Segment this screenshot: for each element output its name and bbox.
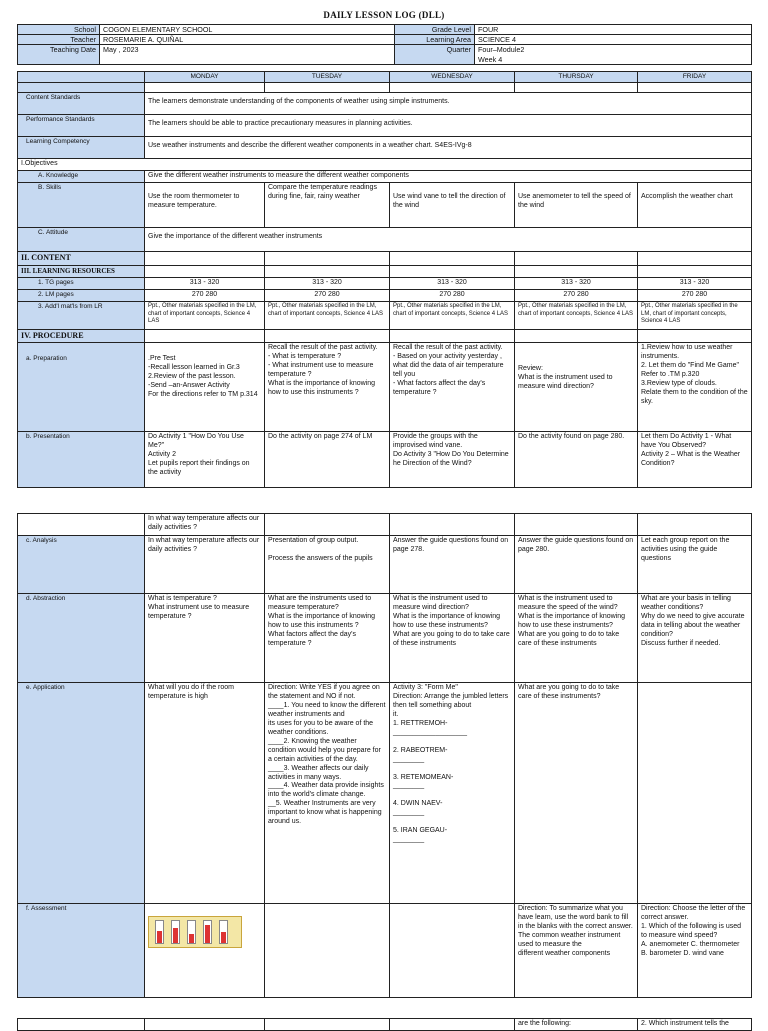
lm-wednesday: 270 280 — [390, 290, 515, 302]
content-standards-label: Content Standards — [18, 93, 145, 115]
application-wednesday: Activity 3: "Form Me" Direction: Arrange the jumbled letters then tell something about it. 1. RETTREMOH- ___________________ 2. RABEOTREM- ________ 3. RETEMOMEAN- ________ 4. DWIN NAEV- ________ 5. IRAN GEGAU- ________ — [390, 683, 515, 904]
analysis-top-monday: In what way temperature affects our daily activities ? — [145, 514, 265, 536]
lm-thursday: 270 280 — [515, 290, 638, 302]
addl-wednesday: Ppt., Other materials specified in the LM, chart of important concepts, Science 4 LAS — [390, 302, 515, 330]
quarter-value: Four–Module2 Week 4 — [475, 45, 752, 64]
resources-label: III. LEARNING RESOURCES — [18, 266, 145, 278]
preparation-thursday: Review: What is the instrument used to measure wind direction? — [515, 343, 638, 432]
date-value: May , 2023 — [100, 45, 395, 64]
presentation-label: b. Presentation — [18, 432, 145, 488]
day-wednesday: WEDNESDAY — [390, 72, 515, 83]
presentation-tuesday: Do the activity on page 274 of LM — [265, 432, 390, 488]
presentation-thursday: Do the activity found on page 280. — [515, 432, 638, 488]
addl-tuesday: Ppt., Other materials specified in the LM, chart of important concepts, Science 4 LAS — [265, 302, 390, 330]
date-label: Teaching Date — [18, 45, 100, 64]
preparation-label: a. Preparation — [18, 343, 145, 432]
abstraction-thursday: What is the instrument used to measure the speed of the wind? What is the importance of knowing how to use these instruments? What are you going to do to take care of these instruments — [515, 594, 638, 683]
grade-label: Grade Level — [395, 25, 475, 35]
analysis-friday: Let each group report on the activities using the guide questions — [638, 536, 752, 594]
lesson-table-page2 — [17, 513, 752, 998]
content-standards: The learners demonstrate understanding of the components of weather using simple instruments. — [145, 93, 752, 115]
day-tuesday: TUESDAY — [265, 72, 390, 83]
skills-label: B. Skills — [18, 183, 145, 228]
skill-tuesday: Compare the temperature readings during fine, fair, rainy weather — [265, 183, 390, 228]
analysis-thursday: Answer the guide questions found on page 280. — [515, 536, 638, 594]
area-value: SCIENCE 4 — [475, 35, 752, 45]
bottom-thursday: are the following: — [515, 1019, 638, 1031]
skill-wednesday: Use wind vane to tell the direction of the wind — [390, 183, 515, 228]
day-monday: MONDAY — [145, 72, 265, 83]
lm-friday: 270 280 — [638, 290, 752, 302]
area-label: Learning Area — [395, 35, 475, 45]
skill-monday: Use the room thermometer to measure temperature. — [145, 183, 265, 228]
quarter-label: Quarter — [395, 45, 475, 64]
knowledge: Give the different weather instruments to measure the different weather components — [145, 171, 752, 183]
lesson-table — [17, 71, 752, 488]
day-friday: FRIDAY — [638, 72, 752, 83]
analysis-tuesday: Presentation of group output. Process the answers of the pupils — [265, 536, 390, 594]
competency-label: Learning Competency — [18, 137, 145, 159]
competency: Use weather instruments and describe the different weather components in a weather chart. S4ES-IVg-8 — [145, 137, 752, 159]
assessment-label: f. Assessment — [18, 904, 145, 998]
tg-wednesday: 313 - 320 — [390, 278, 515, 290]
presentation-friday: Let them Do Activity 1 - What have You Observed? Activity 2 – What is the Weather Condition? — [638, 432, 752, 488]
application-thursday: What are you going to do to take care of these instruments? — [515, 683, 638, 904]
school-label: School — [18, 25, 100, 35]
preparation-wednesday: Recall the result of the past activity. - Based on your activity yesterday , what did the data of air temperature tell you - What factors affect the day's temperature ? — [390, 343, 515, 432]
teacher-label: Teacher — [18, 35, 100, 45]
attitude-label: C. Attitude — [18, 228, 145, 252]
performance-standards: The learners should be able to practice precautionary measures in planning activities. — [145, 115, 752, 137]
abstraction-wednesday: What is the instrument used to measure wind direction? What is the importance of knowing how to use these instruments? What are you going to do to take care of these instruments — [390, 594, 515, 683]
analysis-monday: In what way temperature affects our daily activities ? — [145, 536, 265, 594]
content-section-label: II. CONTENT — [18, 252, 145, 266]
lm-monday: 270 280 — [145, 290, 265, 302]
objectives-label: I.Objectives — [18, 159, 752, 171]
analysis-label: c. Analysis — [18, 536, 145, 594]
abstraction-friday: What are your basis in telling weather conditions? Why do we need to give accurate data in telling about the weather condition? Discuss further if needed. — [638, 594, 752, 683]
addl-label: 3. Add'l mat'ls from LR — [18, 302, 145, 330]
lm-tuesday: 270 280 — [265, 290, 390, 302]
application-tuesday: Direction: Write YES if you agree on the statement and NO if not. ____1. You need to know the different weather instruments and its uses for you to be aware of the weather conditions. ____2. Knowing the weather condition would help you prepare for a certain activities of the day. ____3. Weather affects our daily activities in many ways. ____4. Weather data provide insights into the world's climate change. __5. Weather Instruments are very important to know what is happening around us. — [265, 683, 390, 904]
assessment-tuesday — [265, 904, 390, 998]
grade-value: FOUR — [475, 25, 752, 35]
teacher-value: ROSEMARIE A. QUIÑAL — [100, 35, 395, 45]
attitude: Give the importance of the different weather instruments — [145, 228, 752, 252]
document-title: DAILY LESSON LOG (DLL) — [323, 10, 445, 20]
skill-thursday: Use anemometer to tell the speed of the wind — [515, 183, 638, 228]
knowledge-label: A. Knowledge — [18, 171, 145, 183]
thermometers-image — [148, 916, 242, 948]
abstraction-monday: What is temperature ? What instrument use to measure temperature ? — [145, 594, 265, 683]
skill-friday: Accomplish the weather chart — [638, 183, 752, 228]
addl-friday: Ppt., Other materials specified in the LM, chart of important concepts, Science 4 LAS — [638, 302, 752, 330]
abstraction-label: d. Abstraction — [18, 594, 145, 683]
addl-thursday: Ppt., Other materials specified in the LM, chart of important concepts, Science 4 LAS — [515, 302, 638, 330]
corner-cell — [18, 72, 145, 83]
application-label: e. Application — [18, 683, 145, 904]
assessment-thursday: Direction: To summarize what you have learn, use the word bank to fill in the blanks with the correct answer. The common weather instrument used to measure the different weather components — [515, 904, 638, 998]
lesson-table-page3 — [17, 1018, 752, 1031]
procedure-label: IV. PROCEDURE — [18, 330, 145, 343]
tg-monday: 313 - 320 — [145, 278, 265, 290]
analysis-wednesday: Answer the guide questions found on page 278. — [390, 536, 515, 594]
tg-label: 1. TG pages — [18, 278, 145, 290]
day-thursday: THURSDAY — [515, 72, 638, 83]
assessment-friday: Direction: Choose the letter of the correct answer. 1. Which of the following is used to measure wind speed? A. anemometer C. thermometer B. barometer D. wind vane — [638, 904, 752, 998]
preparation-tuesday: Recall the result of the past activity. - What is temperature ? - What instrument use to measure temperature ? What is the importance of knowing how to use this instruments ? — [265, 343, 390, 432]
bottom-friday: 2. Which instrument tells the — [638, 1019, 752, 1031]
presentation-monday: Do Activity 1 "How Do You Use Me?" Activity 2 Let pupils report their findings on the activity — [145, 432, 265, 488]
assessment-monday — [145, 904, 265, 998]
school-value: COGON ELEMENTARY SCHOOL — [100, 25, 395, 35]
tg-thursday: 313 - 320 — [515, 278, 638, 290]
presentation-wednesday: Provide the groups with the improvised wind vane. Do Activity 3 "How Do You Determine he Direction of the Wind? — [390, 432, 515, 488]
performance-standards-label: Performance Standards — [18, 115, 145, 137]
lm-label: 2. LM pages — [18, 290, 145, 302]
tg-friday: 313 - 320 — [638, 278, 752, 290]
addl-monday: Ppt., Other materials specified in the LM, chart of important concepts, Science 4 LAS — [145, 302, 265, 330]
application-monday: What will you do if the room temperature is high — [145, 683, 265, 904]
abstraction-tuesday: What are the instruments used to measure temperature? What is the importance of knowing how to use this instruments ? What factors affect the day's temperature ? — [265, 594, 390, 683]
assessment-wednesday — [390, 904, 515, 998]
tg-tuesday: 313 - 320 — [265, 278, 390, 290]
preparation-monday: .Pre Test -Recall lesson learned in Gr.3 2.Review of the past lesson. -Send –an-Answer Activity For the directions refer to TM p.314 — [145, 343, 265, 432]
header-table — [17, 24, 752, 65]
preparation-friday: 1.Review how to use weather instruments. 2. Let them do "Find Me Game" Refer to .TM p.320 3.Review type of clouds. Relate them to the condition of the sky. — [638, 343, 752, 432]
application-friday — [638, 683, 752, 904]
